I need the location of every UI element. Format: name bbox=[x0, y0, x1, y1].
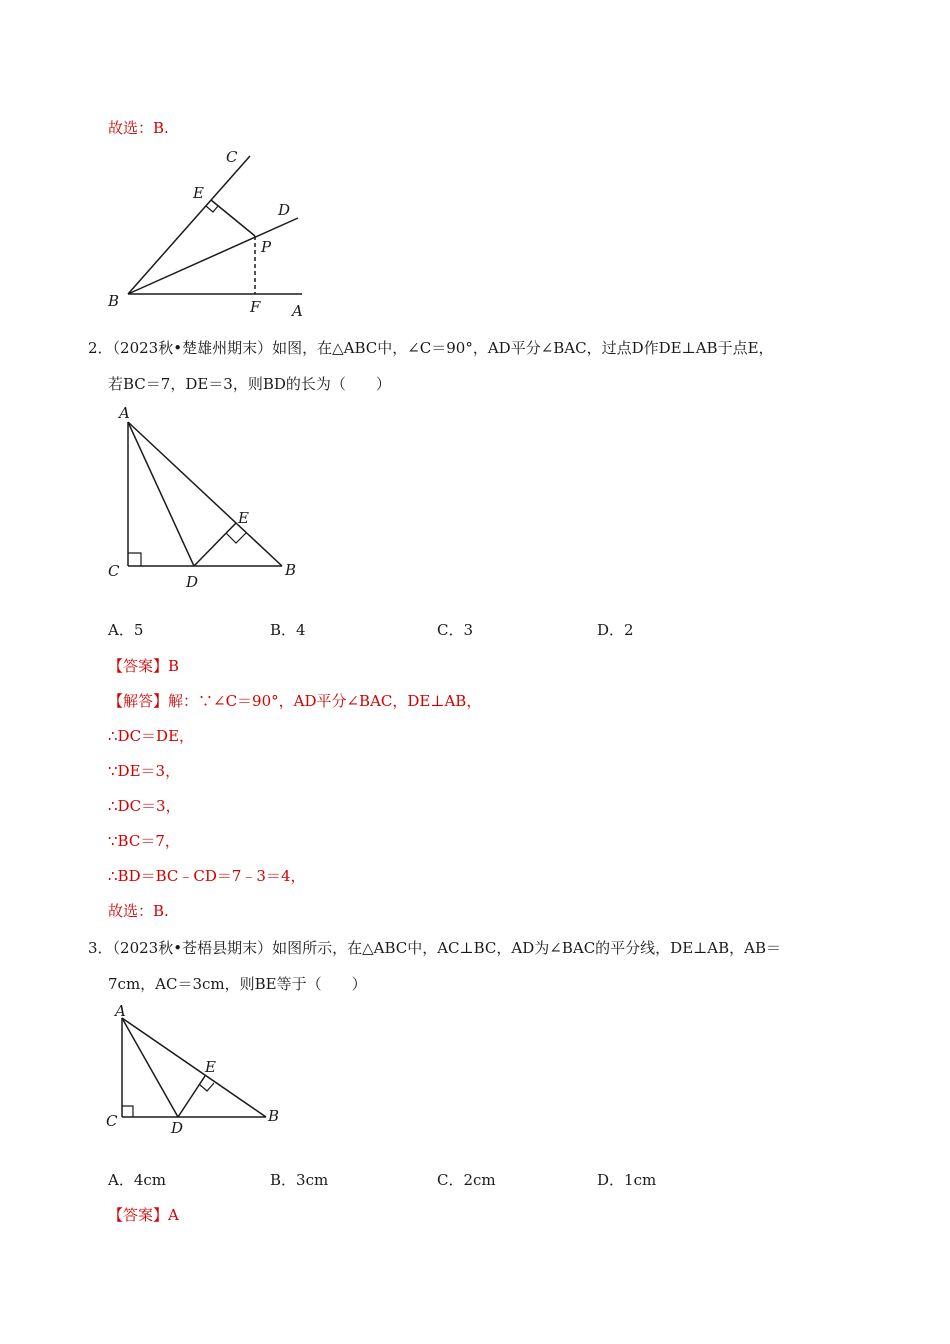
fig1-label-d: D bbox=[278, 201, 291, 219]
fig3-label-a: A bbox=[115, 1002, 126, 1020]
q2-solution-line: 【解答】解：∵∠C＝90°，AD平分∠BAC，DE⊥AB， bbox=[108, 692, 482, 710]
q2-stem-text: （2023秋•楚雄州期末）如图，在△ABC中，∠C＝90°，AD平分∠BAC，过点D作DE⊥AB于点E， bbox=[112, 339, 774, 357]
q2-solution-line: 故选：B. bbox=[108, 902, 169, 920]
q2-solution-line: ∵BC＝7， bbox=[108, 832, 180, 850]
fig1-label-f: F bbox=[250, 298, 261, 316]
fig2-label-b: B bbox=[285, 561, 297, 579]
q2-answer: 【答案】B bbox=[108, 657, 180, 675]
q2-option-c[interactable]: C．3 bbox=[437, 621, 474, 639]
fig2-label-a: A bbox=[119, 404, 130, 422]
q3-option-b[interactable]: B．3cm bbox=[270, 1171, 329, 1189]
q2-solution-line: ∴DC＝3， bbox=[108, 797, 181, 815]
fig1-label-b: B bbox=[108, 292, 120, 310]
q3-stem-text: （2023秋•苍梧县期末）如图所示，在△ABC中，AC⊥BC，AD为∠BAC的平分线，DE⊥AB，AB＝ bbox=[112, 939, 781, 957]
q2-option-b[interactable]: B．4 bbox=[270, 621, 306, 639]
q3-number: 3． bbox=[88, 939, 113, 957]
fig1-label-e: E bbox=[193, 184, 204, 202]
fig1-label-p: P bbox=[261, 238, 272, 256]
q2-option-d[interactable]: D．2 bbox=[597, 621, 634, 639]
q2-solution-line: ∵DE＝3， bbox=[108, 762, 181, 780]
q3-stem-line2: 7cm，AC＝3cm，则BE等于（ ） bbox=[108, 975, 367, 993]
fig3-label-e: E bbox=[205, 1058, 216, 1076]
q2-number: 2． bbox=[88, 339, 113, 357]
fig2-label-e: E bbox=[238, 509, 249, 527]
q2-option-a[interactable]: A．5 bbox=[108, 621, 144, 639]
q3-option-a[interactable]: A．4cm bbox=[108, 1171, 167, 1189]
q2-stem-line2: 若BC＝7，DE＝3，则BD的长为（ ） bbox=[108, 375, 391, 393]
fig2-label-c: C bbox=[108, 562, 120, 580]
fig3-label-c: C bbox=[106, 1112, 118, 1130]
fig1-label-c: C bbox=[226, 148, 238, 166]
fig2-label-d: D bbox=[186, 573, 199, 591]
fig1-label-a: A bbox=[292, 302, 303, 320]
q3-option-c[interactable]: C．2cm bbox=[437, 1171, 496, 1189]
q2-solution-line: ∴BD＝BC﹣CD＝7﹣3＝4， bbox=[108, 867, 306, 885]
fig3-label-b: B bbox=[268, 1107, 280, 1125]
fig3-label-d: D bbox=[171, 1119, 184, 1137]
top-answer: 故选：B. bbox=[108, 119, 169, 137]
q2-solution-line: ∴DC＝DE， bbox=[108, 727, 195, 745]
q3-option-d[interactable]: D．1cm bbox=[597, 1171, 657, 1189]
q3-answer: 【答案】A bbox=[108, 1206, 179, 1224]
